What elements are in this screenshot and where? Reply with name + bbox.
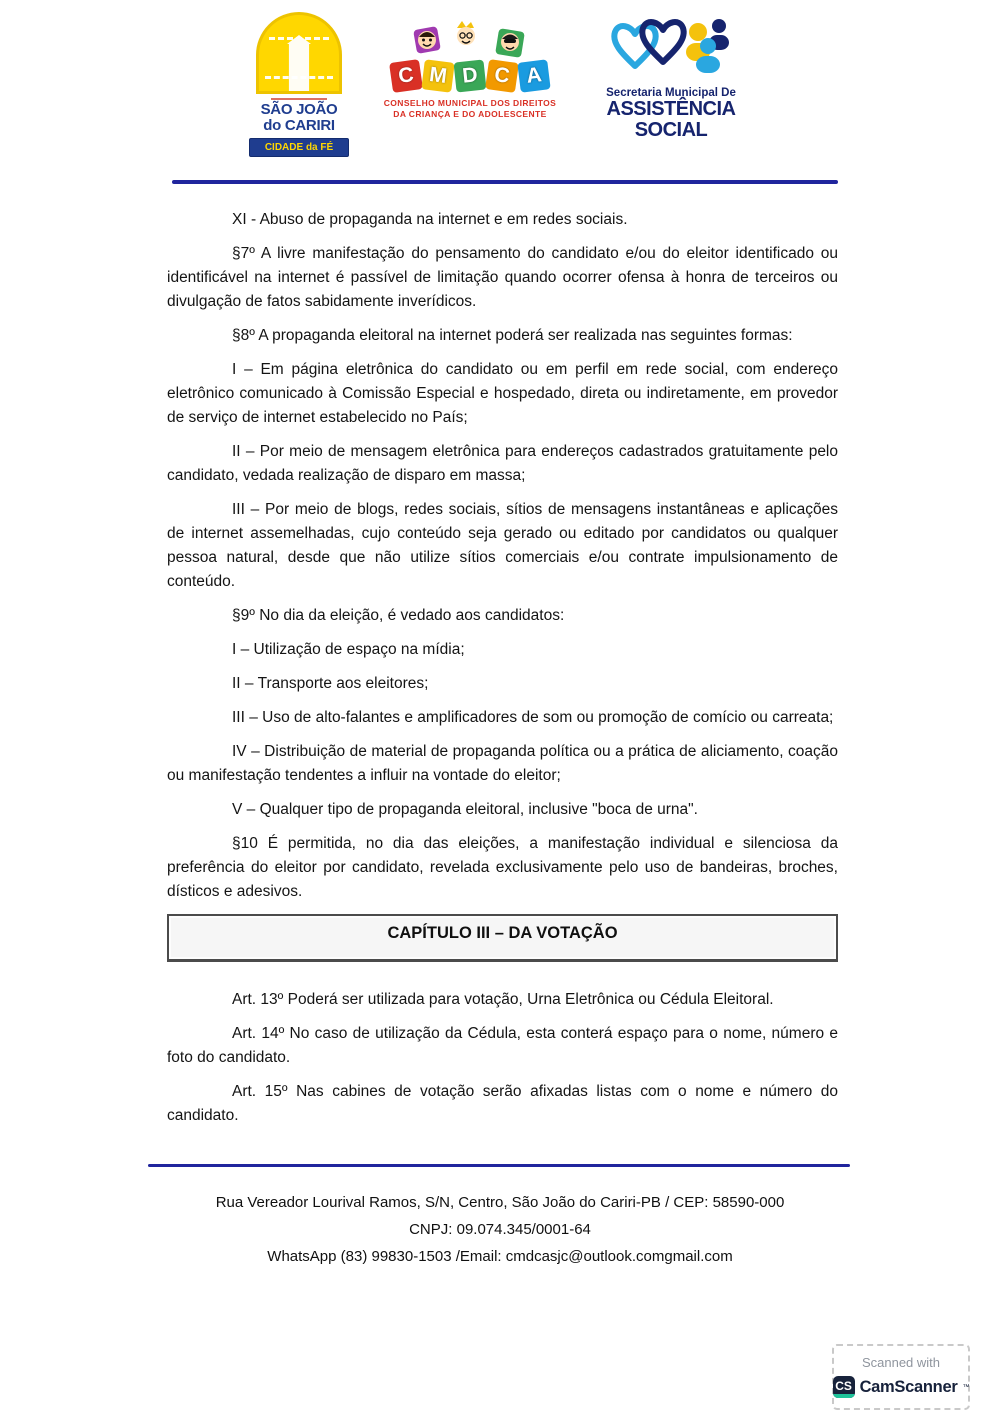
social-title-line1: ASSISTÊNCIA xyxy=(606,98,736,120)
paragraph-10: §10 É permitida, no dia das eleições, a manifestação individual e silenciosa da preferência do eleitor por candidato, revelada exclusivamente pelo uso de bandeiras, broches, dísticos e adesivos. xyxy=(167,835,838,900)
footer-address: Rua Vereador Lourival Ramos, S/N, Centro, São João do Cariri-PB / CEP: 58590-000 xyxy=(215,1194,785,1211)
camscanner-brand-row xyxy=(835,1376,970,1398)
document-body xyxy=(167,208,838,1128)
footer-divider xyxy=(148,1164,850,1167)
item-ii-internet: II – Por meio de mensagem eletrônica para endereços cadastrados gratuitamente pelo candidato, vedada realização de disparo em massa; xyxy=(167,443,838,484)
footer-cnpj: CNPJ: 09.074.345/0001-64 xyxy=(409,1221,591,1238)
item-xi: XI - Abuso de propaganda na internet e em redes sociais. xyxy=(232,211,628,228)
item-iv-election-day: IV – Distribuição de material de propaganda política ou a prática de aliciamento, coação ou manifestação tendentes a influir na vontade do eleitor; xyxy=(167,743,838,784)
social-secretariat-line: Secretaria Municipal De xyxy=(606,87,736,99)
city-small-text-line xyxy=(271,98,327,100)
crest-ornament xyxy=(265,76,333,79)
paragraph-8: §8º A propaganda eleitoral na internet poderá ser realizada nas seguintes formas: xyxy=(232,327,793,344)
cmdca-letter: C xyxy=(389,59,423,93)
paragraph-9: §9º No dia da eleição, é vedado aos candidatos: xyxy=(232,607,565,624)
cmdca-logo xyxy=(375,20,565,121)
social-title-line2: SOCIAL xyxy=(634,119,708,141)
cmdca-letter: M xyxy=(421,59,454,92)
paragraph-7: §7º A livre manifestação do pensamento do candidato e/ou do eleitor identificado ou identificável na internet é passível de limitação quando ocorrer ofensa à honra de terceiros ou divulgação de fatos sabidamente inverídicos. xyxy=(167,245,838,310)
cmdca-caption-line1: CONSELHO MUNICIPAL DOS DIREITOS xyxy=(383,98,557,108)
trademark-symbol: ™ xyxy=(962,1383,970,1391)
church-tower-icon xyxy=(287,35,311,91)
city-name-line2: do CARIRI xyxy=(263,116,335,134)
chapter-heading-box xyxy=(167,914,838,962)
camscanner-watermark xyxy=(832,1344,970,1410)
chapter-heading: CAPÍTULO III – DA VOTAÇÃO xyxy=(387,924,618,942)
article-13: Art. 13º Poderá ser utilizada para votação, Urna Eletrônica ou Cédula Eleitoral. xyxy=(232,991,774,1008)
item-iii-internet: III – Por meio de blogs, redes sociais, sítios de mensagens instantâneas e aplicações de internet assemelhadas, cujo conteúdo seja gerado ou editado por candidatos ou qualquer pessoa natural, desde que não utilize sítios comerciais e/ou contrate impulsionamento de conteúdo. xyxy=(167,501,838,590)
document-footer xyxy=(145,1189,855,1270)
item-v-election-day: V – Qualquer tipo de propaganda eleitoral, inclusive "boca de urna". xyxy=(232,801,698,818)
camscanner-brand-name: CamScanner xyxy=(859,1377,958,1396)
item-ii-election-day: II – Transporte aos eleitores; xyxy=(232,675,429,692)
item-i-internet: I – Em página eletrônica do candidato ou em perfil em rede social, com endereço eletrônico comunicado à Comissão Especial e hospedado, direta ou indiretamente, em provedor de serviço de internet estabelecido no País; xyxy=(167,361,838,426)
camscanner-icon: CS xyxy=(833,1376,855,1398)
hearts-people-icon xyxy=(605,14,737,80)
document-header xyxy=(0,0,1000,164)
header-divider xyxy=(172,180,838,184)
item-i-election-day: I – Utilização de espaço na mídia; xyxy=(232,641,465,658)
cmdca-letter-blocks xyxy=(375,61,565,91)
city-crest-icon xyxy=(256,12,342,94)
cmdca-letter: C xyxy=(485,59,519,93)
assistencia-social-logo xyxy=(591,14,751,141)
article-14: Art. 14º No caso de utilização da Cédula, esta conterá espaço para o nome, número e foto do candidato. xyxy=(167,1025,838,1066)
article-15: Art. 15º Nas cabines de votação serão afixadas listas com o nome e número do candidato. xyxy=(167,1083,838,1124)
cmdca-caption-line2: DA CRIANÇA E DO ADOLESCENTE xyxy=(393,109,547,120)
cmdca-caption xyxy=(375,98,565,121)
footer-contact: WhatsApp (83) 99830-1503 /Email: cmdcasjc@outlook.comgmail.com xyxy=(267,1248,733,1265)
cmdca-letter: D xyxy=(454,60,487,93)
city-name xyxy=(249,102,349,134)
scanned-with-label: Scanned with xyxy=(861,1355,941,1370)
city-name-line1: SÃO JOÃO xyxy=(260,101,338,118)
cmdca-letter: A xyxy=(517,59,550,92)
cmdca-children-icon xyxy=(405,20,535,60)
sao-joao-do-cariri-logo xyxy=(249,12,349,157)
city-motto-banner: CIDADE da FÉ xyxy=(249,138,349,157)
item-iii-election-day: III – Uso de alto-falantes e amplificadores de som ou promoção de comício ou carreata; xyxy=(232,709,834,726)
